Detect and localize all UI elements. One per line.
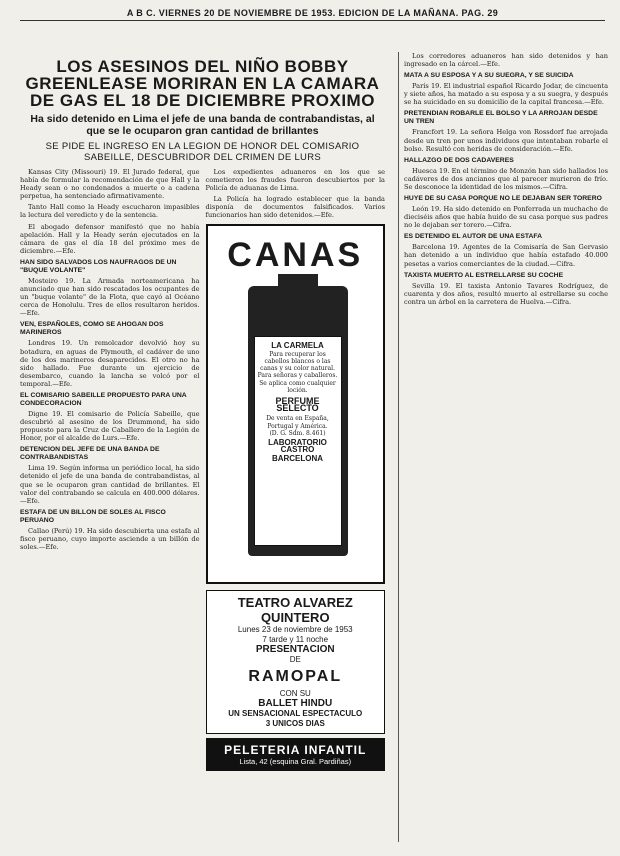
paragraph: París 19. El industrial español Ricardo Jodar, de cincuenta y siete años, ha matado a su esposa y a su suegra, y después se ha suicidado en su domicilio de la capital francesa.—Efe. bbox=[404, 82, 608, 107]
canas-advertisement bbox=[206, 224, 386, 584]
paragraph: Digne 19. El comisario de Policía Sabeille, que descubrió al asesino de los Drummond, ha sido propuesto para la Cruz de Caballero de la Legión de Honor, por el alcalde de Lurs.—Efe. bbox=[20, 409, 200, 443]
article-column bbox=[20, 168, 200, 775]
secondary-deck: SE PIDE EL INGRESO EN LA LEGION DE HONOR DEL COMISARIO SABEILLE, DESCUBRIDOR DEL CRIMEN DE LURS bbox=[45, 141, 360, 163]
paragraph: Lima 19. Según informa un periódico local, ha sido detenido el jefe de una banda de contrabandistas, al que se le ocuparon gran cantidad de brillantes. El valor del contrabando se calcula en 400.000 dólares.—Efe. bbox=[20, 464, 200, 505]
peleteria-advertisement bbox=[206, 738, 386, 771]
lab-city: BARCELONA bbox=[271, 454, 324, 464]
subheading: PRETENDIAN ROBARLE EL BOLSO Y LA ARROJAN DESDE UN TREN bbox=[404, 110, 598, 126]
paragraph: Kansas City (Missouri) 19. El Jurado federal, que había de formular la recomendación de que Hall y la Heady sean o no condenados a muerte o a cadena perpetua, ha sentenciado afirmativamente. bbox=[20, 168, 200, 201]
teatro-title: TEATRO ALVAREZ QUINTERO bbox=[237, 594, 353, 625]
subheading: HALLAZGO DE DOS CADAVERES bbox=[404, 156, 514, 164]
subheading: ES DETENIDO EL AUTOR DE UNA ESTAFA bbox=[404, 233, 543, 241]
paragraph: Mosteiro 19. La Armada norteamericana ha anunciado que han sido rescatados los ocupantes de un "buque volante" de la Flota, que cayó al Océano cerca de Honolulu. Tres de ellos resultaron heridos.—Efe. bbox=[20, 276, 200, 318]
perfume-label: PERFUME SELECTO bbox=[275, 395, 320, 414]
paragraph: Los corredores aduaneros han sido detenidos y han ingresado en la cárcel.—Efe. bbox=[404, 52, 608, 69]
left-section bbox=[20, 52, 385, 775]
reg-text: (D. G. Sdm. 8.461) bbox=[269, 429, 326, 437]
peleteria-address: Lista, 42 (esquina Gral. Pardiñas) bbox=[239, 756, 352, 766]
subheading: EL COMISARIO SABEILLE PROPUESTO PARA UNA CONDECORACION bbox=[20, 391, 187, 407]
paragraph: El abogado defensor manifestó que no había apelación. Hall y la Heady serán ejecutados en la cámara de gas el día 18 del próximo mes de diciembre.—Efe. bbox=[20, 222, 200, 255]
paragraph: Londres 19. Un remolcador devolvió hoy su botadura, en aguas de Plymouth, el cadáver de uno de los dos marineros desaparecidos. El otro no ha sido hallado. Fue durante un ejercicio de desembarco, cuando la lancha se volcó por el temporal.—Efe. bbox=[20, 339, 200, 388]
paragraph: La Policía ha logrado establecer que la banda disponía de documentos falsificados. Varios funcionarios han sido detenidos.—Efe. bbox=[205, 195, 385, 220]
teatro-time: 7 tarde y 11 noche bbox=[262, 634, 329, 644]
paragraph: Barcelona 19. Agentes de la Comisaría de San Gervasio han detenido a un individuo que había estafado 40.000 pesetas a varios comerciantes de la ciudad.—Cifra. bbox=[404, 243, 608, 268]
subheading: HUYE DE SU CASA PORQUE NO LE DEJABAN SER TORERO bbox=[404, 195, 602, 203]
teatro-advertisement bbox=[206, 590, 386, 734]
paragraph: Sevilla 19. El taxista Antonio Tavares Rodríguez, de cuarenta y dos años, resultó muerto al estrellarse su coche contra un árbol en la carretera de Huelva.—Cifra. bbox=[404, 281, 608, 306]
subheading: TAXISTA MUERTO AL ESTRELLARSE SU COCHE bbox=[404, 271, 564, 279]
teatro-date: Lunes 23 de noviembre de 1953 bbox=[237, 624, 353, 634]
ads-column bbox=[206, 168, 386, 775]
paragraph: Callao (Perú) 19. Ha sido descubierta una estafa al fisco peruano, cuyo importe asciende a un billón de soles.—Efe. bbox=[20, 526, 200, 551]
page-header: A B C. VIERNES 20 DE NOVIEMBRE DE 1953. EDICION DE LA MAÑANA. PAG. 29 bbox=[20, 8, 605, 21]
subheading: MATA A SU ESPOSA Y A SU SUEGRA, Y SE SUICIDA bbox=[404, 72, 574, 80]
teatro-act: RAMOPAL bbox=[248, 667, 343, 685]
paragraph: León 19. Ha sido detenido en Ponferrada un muchacho de dieciséis años que había huido de su casa porque sus padres no le dejaban ser torero.—Cifra. bbox=[404, 205, 608, 230]
main-headline: LOS ASESINOS DEL NIÑO BOBBY GREENLEASE MORIRAN EN LA CAMARA DE GAS EL 18 DE DICIEMBRE PROXIMO bbox=[25, 57, 380, 110]
paragraph: Tanto Hall como la Heady escucharon impasibles la lectura del veredicto y de la sentencia. bbox=[20, 203, 200, 220]
teatro-pres: PRESENTACION bbox=[255, 643, 335, 655]
ad-text: Para recuperar los cabellos blancos o las canas y su color natural. Para señoras y caballeros. Se aplica como cualquier loción. bbox=[257, 350, 338, 394]
canas-title: CANAS bbox=[227, 235, 364, 274]
subheading: ESTAFA DE UN BILLON DE SOLES AL FISCO PERUANO bbox=[20, 508, 166, 524]
teatro-dias: 3 UNICOS DIAS bbox=[265, 718, 325, 728]
teatro-con: CON SU bbox=[279, 688, 311, 698]
sub-columns bbox=[20, 168, 385, 775]
brand: LA CARMELA bbox=[271, 340, 324, 350]
peleteria-title: PELETERIA INFANTIL bbox=[224, 742, 367, 757]
paragraph: Huesca 19. En el término de Monzón han sido hallados los cadáveres de dos ancianos que al parecer murieron de frío. Se desconoce la identidad de los mismos.—Cifra. bbox=[404, 166, 608, 191]
subheading: HAN SIDO SALVADOS LOS NAUFRAGOS DE UN "BUQUE VOLANTE" bbox=[20, 258, 177, 274]
right-column bbox=[398, 52, 608, 842]
venta-text: De venta en España, Portugal y América. bbox=[266, 415, 329, 430]
bottle-label bbox=[254, 336, 342, 546]
lab-name: LABORATORIO CASTRO bbox=[268, 438, 327, 455]
paragraph: Los expedientes aduaneros en los que se cometieron los fraudes fueron descubiertos por la Policía de aduanas de Lima. bbox=[205, 168, 385, 193]
teatro-ballet: BALLET HINDU bbox=[258, 697, 333, 709]
paragraph: Francfort 19. La señora Helga von Rossdorf fue arrojada desde un tren por unos individuos que intentaban robarle el bolso. Resultó con heridas de consideración.—Efe. bbox=[404, 128, 608, 153]
subheading: DETENCION DEL JEFE DE UNA BANDA DE CONTRABANDISTAS bbox=[20, 446, 160, 462]
main-deck: Ha sido detenido en Lima el jefe de una banda de contrabandistas, al que se le ocuparon gran cantidad de brillantes bbox=[30, 113, 375, 137]
subheading: VEN, ESPAÑOLES, COMO SE AHOGAN DOS MARINEROS bbox=[20, 321, 164, 337]
teatro-de: DE bbox=[289, 654, 301, 664]
teatro-espect: UN SENSACIONAL ESPECTACULO bbox=[228, 708, 363, 718]
